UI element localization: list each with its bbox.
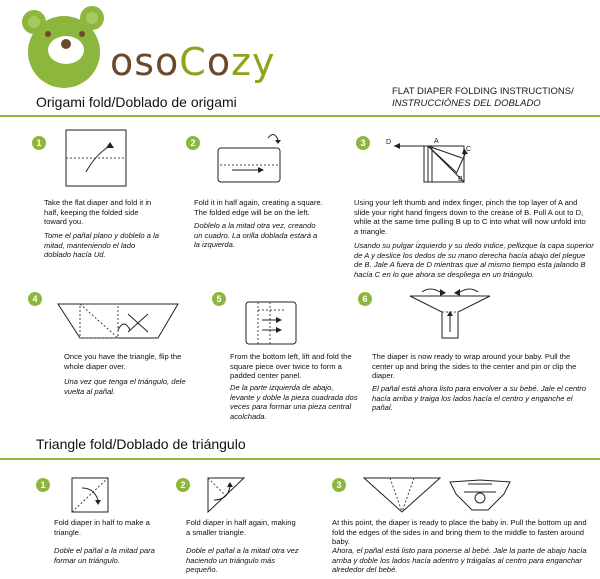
- step-number: 4: [28, 292, 42, 306]
- divider-top: [0, 115, 600, 117]
- step2-diagram: [218, 128, 288, 188]
- step2-text-en: Fold it in half again, creating a square. The folded edge will be on the left.: [194, 198, 323, 217]
- step4-text-en: Once you have the triangle, flip the whole diaper over.: [64, 352, 182, 371]
- label-d: D: [386, 139, 392, 146]
- step-number: 2: [186, 136, 200, 150]
- brand-logo-text: osoCozy: [110, 40, 276, 84]
- step-number: 3: [356, 136, 370, 150]
- step6-text-en: The diaper is now ready to wrap around your baby. Pull the center up and bring the sides to the center and pin or clip the diaper.: [372, 352, 577, 381]
- step3-text-en: Using your left thumb and index finger, pinch the top layer of A and slide your right hand fingers down to the crease of B. Pull A out to D, while at the same time pulling B up to C into what will now unfold into a triangle.: [354, 198, 586, 236]
- step3-text-es: Usando su pulgar izquierdo y su dedo indice, pellizque la capa superior de A y deslice los dedos de su mano derecha hacía abajo del plegue de B. Jale A fuera de D mientras que al mismo tiempo esta jalando B hacía C en lo que ahora se despliega en un triángulo.: [354, 241, 594, 279]
- step6-diagram: [400, 282, 500, 346]
- step2-text-es: Doblelo a la mitad otra vez, creando un cuadro. La orilla doblada estará a la izquierda.: [194, 221, 318, 250]
- step-number: 5: [212, 292, 226, 306]
- step5-text-es: De la parte izquierda de abajo, levante y doble la pieza cuadrada dos veces para formar una pieza central acolchada.: [230, 383, 358, 421]
- header-title-en: FLAT DIAPER FOLDING INSTRUCTIONS/: [392, 86, 574, 97]
- step-number: 6: [358, 292, 372, 306]
- label-a: A: [434, 138, 439, 145]
- section-title-triangle: Triangle fold/Doblado de triángulo: [36, 436, 246, 452]
- section-title-origami: Origami fold/Doblado de origami: [36, 94, 237, 110]
- step-number: 1: [36, 478, 50, 492]
- label-c: C: [466, 146, 472, 153]
- bear-logo-icon: [18, 4, 110, 88]
- tri-step3-text-es: Ahora, el pañal está listo para ponerse al bebé. Jale la parte de abajo hacía arriba y doble los lados hacía adentro y tráigalas al centro para enganchar alrededor del bebé.: [332, 546, 587, 575]
- step6-text-es: El pañal está ahora listo para envolver a su bebé. Jale el centro hacía arriba y traiga los lados hacía el centro y enganche el pañal.: [372, 384, 587, 413]
- step4-text-es: Una vez que tenga el triángulo, dele vuelta al pañal.: [64, 377, 186, 396]
- step-number: 3: [332, 478, 346, 492]
- tri-step3-text-en: At this point, the diaper is ready to place the baby in. Pull the bottom up and fold the edges of the sides in and bring them to the middle to fasten around baby.: [332, 518, 587, 547]
- step1-text-es: Tome el pañal plano y doblelo a la mitad, manteniendo el lado doblado hacía Ud.: [44, 231, 159, 260]
- step-number: 1: [32, 136, 46, 150]
- tri-step1-text-es: Doble el pañal a la mitad para formar un triángulo.: [54, 546, 155, 565]
- step5-diagram: [244, 300, 304, 348]
- divider-middle: [0, 458, 600, 460]
- step4-diagram: [58, 300, 188, 344]
- step1-diagram: [66, 128, 132, 190]
- header-title-es: INSTRUCCIÓNES DEL DOBLADO: [392, 98, 541, 109]
- tri-step1-text-en: Fold diaper in half to make a triangle.: [54, 518, 150, 537]
- tri-step2-text-es: Doble el pañal a la mitad otra vez haciendo un triángulo más pequeño.: [186, 546, 299, 575]
- tri-step2-text-en: Fold diaper in half again, making a smaller triangle.: [186, 518, 296, 537]
- step5-text-en: From the bottom left, lift and fold the square piece over twice to form a padded center panel.: [230, 352, 352, 381]
- triangle-step3-diagram: [360, 474, 520, 516]
- triangle-step1-diagram: [70, 476, 114, 516]
- triangle-step2-diagram: [206, 474, 250, 514]
- step-number: 2: [176, 478, 190, 492]
- label-b: B: [458, 176, 463, 183]
- step1-text-en: Take the flat diaper and fold it in half, keeping the folded side toward you.: [44, 198, 152, 227]
